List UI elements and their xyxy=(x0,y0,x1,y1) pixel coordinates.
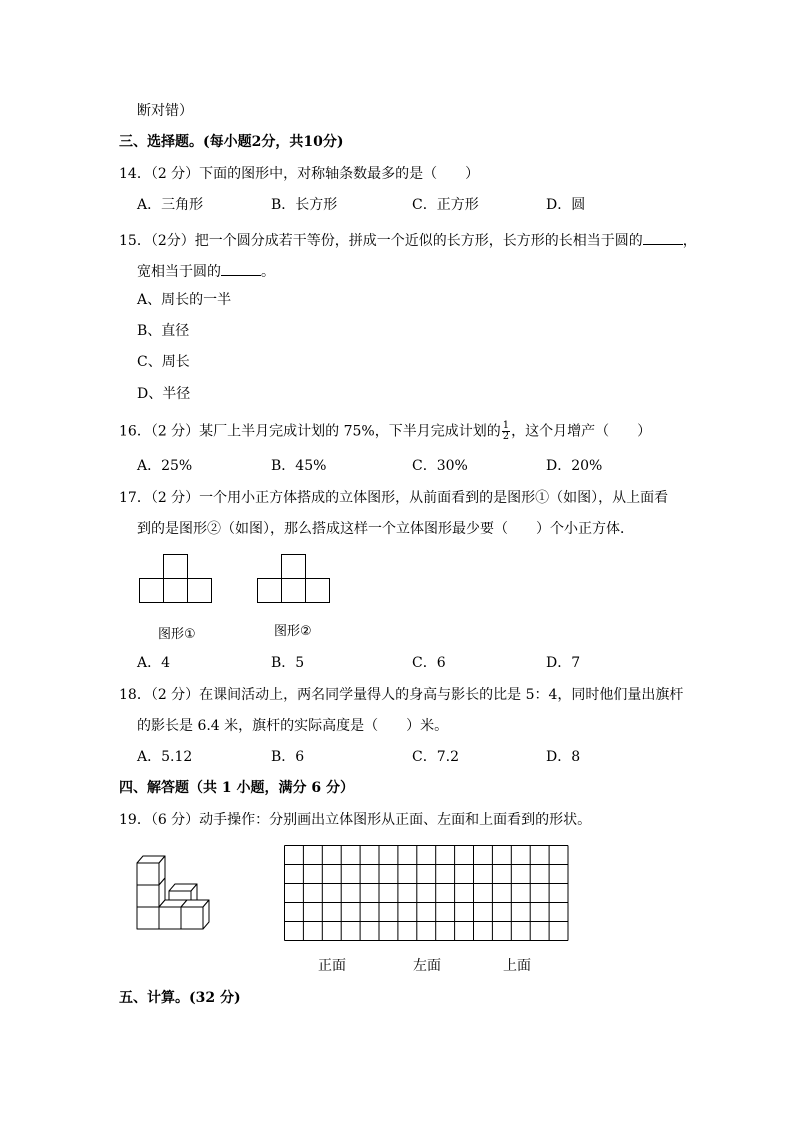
figure-2-square xyxy=(258,579,282,603)
question-16 xyxy=(119,421,651,442)
drawing-grid[interactable] xyxy=(284,845,568,941)
option-d[interactable]: D．圆 xyxy=(546,197,586,213)
question-15-line-2 xyxy=(137,261,275,281)
figure-1-square xyxy=(140,579,164,603)
option-b[interactable]: B．5 xyxy=(271,655,305,671)
option-b[interactable]: B、直径 xyxy=(137,323,190,339)
question-15-text-2: 宽相当于圆的 xyxy=(137,264,221,280)
option-c[interactable]: C．7.2 xyxy=(412,749,459,765)
question-18-line-2: 的影长是 6.4 米，旗杆的实际高度是（ ）米。 xyxy=(137,718,449,734)
figure-2-square xyxy=(306,579,330,603)
fraction-numerator: 1 xyxy=(502,420,510,431)
section-5-title: 五、计算。(32 分) xyxy=(119,990,241,1006)
question-16-text: 16．（2 分）某厂上半月完成计划的 75%，下半月完成计划的 xyxy=(119,423,501,440)
option-a[interactable]: A．4 xyxy=(137,655,171,671)
question-19: 19．（6 分）动手操作：分别画出立体图形从正面、左面和上面看到的形状。 xyxy=(119,812,592,828)
option-c[interactable]: C．6 xyxy=(412,655,446,671)
answer-blank[interactable] xyxy=(221,261,261,276)
figure-1-square xyxy=(188,579,212,603)
fraction-one-half xyxy=(502,421,510,442)
answer-blank[interactable] xyxy=(643,230,683,245)
option-d[interactable]: D．7 xyxy=(546,655,581,671)
grid-label-top: 上面 xyxy=(503,958,531,974)
question-14: 14．（2 分）下面的图形中，对称轴条数最多的是（ ） xyxy=(119,166,480,182)
punctuation: 。 xyxy=(261,264,275,280)
question-15-text: 15．（2分）把一个圆分成若干等份，拼成一个近似的长方形，长方形的长相当于圆的 xyxy=(119,233,643,249)
section-3-title: 三、选择题。(每小题2分，共10分) xyxy=(119,134,344,150)
figure-2-caption: 图形② xyxy=(274,624,312,639)
figure-2-square xyxy=(282,555,306,579)
figure-2-top-view xyxy=(257,554,331,604)
option-a[interactable]: A．5.12 xyxy=(137,749,193,765)
question-17-line-2: 到的是图形②（如图），那么搭成这样一个立体图形最少要（ ）个小正方体． xyxy=(137,521,634,537)
cube-stack-figure xyxy=(137,855,209,930)
option-d[interactable]: D、半径 xyxy=(137,386,191,402)
question-15-line-1 xyxy=(119,230,697,250)
question-17-line-1: 17．（2 分）一个用小正方体搭成的立体图形，从前面看到的是图形①（如图），从上面看 xyxy=(119,490,669,506)
option-a[interactable]: A．25% xyxy=(137,458,193,474)
question-18-line-1: 18．（2 分）在课间活动上，两名同学量得人的身高与影长的比是 5：4，同时他们量出旗杆 xyxy=(119,687,684,703)
option-d[interactable]: D．20% xyxy=(546,458,603,474)
question-16-text-2: ，这个月增产（ ） xyxy=(511,423,652,440)
option-b[interactable]: B．6 xyxy=(271,749,305,765)
option-a[interactable]: A．三角形 xyxy=(137,197,204,213)
fraction-denominator: 2 xyxy=(502,431,510,442)
figure-1-square xyxy=(164,555,188,579)
figure-1-front-view xyxy=(139,554,213,604)
option-d[interactable]: D．8 xyxy=(546,749,581,765)
figure-1-caption: 图形① xyxy=(158,627,196,642)
figure-2-square xyxy=(282,579,306,603)
option-a[interactable]: A、周长的一半 xyxy=(137,292,232,308)
option-b[interactable]: B．45% xyxy=(271,458,327,474)
option-c[interactable]: C．30% xyxy=(412,458,468,474)
option-c[interactable]: C．正方形 xyxy=(412,197,479,213)
figure-1-square xyxy=(164,579,188,603)
section-4-title: 四、解答题（共 1 小题，满分 6 分） xyxy=(119,780,354,796)
grid-label-left: 左面 xyxy=(413,958,441,974)
option-c[interactable]: C、周长 xyxy=(137,354,190,370)
previous-question-continuation: 断对错） xyxy=(137,103,193,119)
option-b[interactable]: B．长方形 xyxy=(271,197,338,213)
grid-label-front: 正面 xyxy=(318,958,346,974)
punctuation: ， xyxy=(682,233,697,249)
